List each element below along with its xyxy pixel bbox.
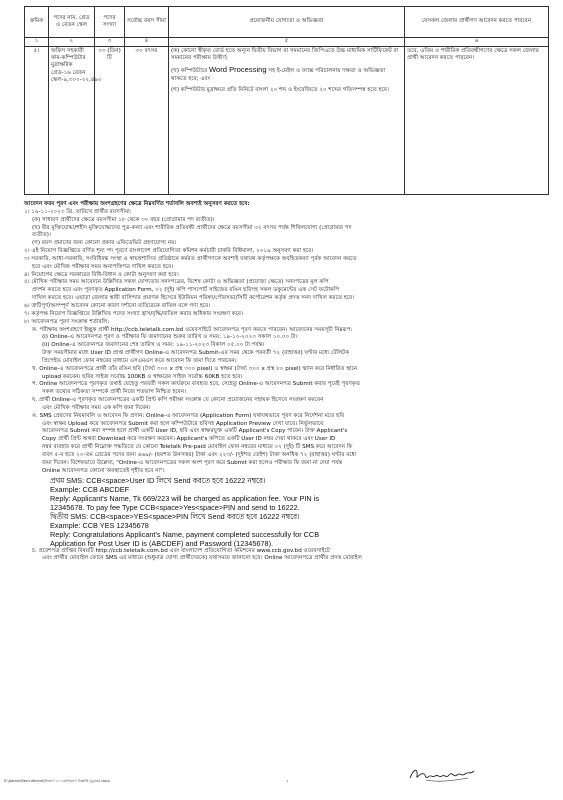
instruction-line: উক্ত সময়সীমার মধ্যে User ID প্রাপ্ত প্রার্থীগণ Online-এ আবেদনপত্র Submit-এর সময় থেকে পরবর্তী ৭২ (বাহাত্তর) ঘণ্টার মধ্যে টেলিটক xyxy=(42,350,349,357)
header-serial: ক্রমিক xyxy=(25,7,49,38)
cell-districts: তবে, এতিম ও শারীরিক প্রতিবন্ধীগণের ক্ষেত্রে সকল জেলার প্রার্থী আবেদন করতে পারবেন। xyxy=(405,47,549,195)
instruction-line: প্রথম SMS: CCB<space>User ID লিখে Send করতে হবে 16222 নম্বরে। xyxy=(50,475,266,485)
instruction-line: নম্বর ব্যবহার করে প্রার্থী নিম্নোক্ত পদ্ধতিতে যে কোনো Teletalk Pre-paid মোবাইল ফোন নম্বরের মাধ্যমে ০২ (দুই) টি SMS করে আবেদন ফি xyxy=(42,444,353,451)
instruction-line: (খ) বীর মুক্তিযোদ্ধা/শহীদ মুক্তিযোদ্ধাদের পুত্র-কন্যা এবং শারীরিক প্রতিবন্ধী প্রার্থীদের ক্ষেত্রে বয়সসীমা ৩২ বৎসর পর্যন্ত শিথিলযোগ্য (প্রোগ্রামার পদ xyxy=(32,224,352,231)
instruction-lines xyxy=(24,209,552,476)
qualification-c: (গ) কম্পিউটার মুদ্রাক্ষরে প্রতি মিনিটে বাংলা ২০ শব্দ ও ইংরেজিতে ২০ শব্দের গতিসম্পন্ন হতে হবে। xyxy=(171,86,389,93)
qualification-a: (ক) কোনো স্বীকৃত বোর্ড হতে অন্যূন দ্বিতীয় বিভাগ বা সমমানের জিপিএতে উচ্চ মাধ্যমিক সার্টিফিকেট বা সমমানের পরীক্ষায় উত্তীর্ণ; xyxy=(171,48,399,62)
instruction-line: প্রদর্শন করতে হবে এবং পূরণকৃত Application Form, ০২ (দুই) কপি পাসপোর্ট সাইজের রঙিন ছবিসহ সকল ডকুমেন্টের এক সেট ফটোকপি xyxy=(32,287,340,294)
cell-count: ০৩ (তিন) টি xyxy=(95,47,125,195)
file-path: E:\Admin\Recruitment\নিয়োগ ২০২৩\নিয়োগ বিজ্ঞপ্তি (চূড়ান্ত).docx xyxy=(4,779,110,783)
instruction-line: খ. Online-এ আবেদনপত্রে প্রার্থী তাঁর রঙিন ছবি (দৈর্ঘ্য ৩০০ x প্রস্থ ৩০০ pixel) ও স্বাক্ষর (দৈর্ঘ্য ৩০০ x প্রস্থ ৮০ pixel) স্ক্যান করে নির্ধারিত স্থানে xyxy=(32,365,358,372)
table-header-row xyxy=(25,7,549,38)
col-number: ৩ xyxy=(95,38,125,47)
header-qualification: প্রয়োজনীয় যোগ্যতা ও অভিজ্ঞতা xyxy=(169,7,405,38)
instruction-line: চ. প্রবেশপত্র প্রাপ্তির বিষয়টি http://ccb.teletalk.com.bd এবং বাংলাদেশ প্রতিযোগিতা কমিশনের www.ccb.gov.bd ওয়েবসাইটে xyxy=(32,547,330,554)
sms-instructions xyxy=(24,476,552,548)
col-number: ২ xyxy=(49,38,95,47)
instruction-line: ১। ১৯-১১-২০২৩ খ্রি. তারিখে প্রার্থীর বয়সসীমা: xyxy=(24,208,132,215)
instruction-line: ২। এই নিয়োগ বিজ্ঞপ্তিতে বর্ণিত শূন্য পদ পূরণে বাংলাদেশ প্রতিযোগিতা কমিশন কর্মচারী চাকরি বিধিমালা, ২০১৯ অনুসরণ করা হবে। xyxy=(24,248,314,255)
instruction-line: Copy প্রার্থী প্রিন্ট অথবা Download করে সংরক্ষণ করবেন। Applicant's কপিতে একটি User ID নম্বর দেয়া থাকবে এবং User ID xyxy=(42,436,336,443)
table-row xyxy=(25,47,549,195)
instruction-line: ঙ. SMS প্রেরণের নিয়মাবলি ও আবেদন ফি প্রদান: Online-এ আবেদনপত্র (Application Form) যথাযথভাবে পূরণ করে নির্দেশনা মতে ছবি xyxy=(32,412,345,419)
instruction-line: প্রিপেইড মোবাইল ফোন নম্বরের মাধ্যমে এসএমএস করে আবেদন ফি জমা দিতে পারবেন। xyxy=(42,357,237,364)
instruction-line: upload করবেন। ছবির সাইজ সর্বোচ্চ 100KB ও স্বাক্ষরের সাইজ সর্বোচ্চ 60KB হতে হবে। xyxy=(42,373,243,380)
header-districts: যেসকল জেলার প্রার্থীগণ আবেদন করতে পারবেন xyxy=(405,7,549,38)
instruction-line: দ্বিতীয় SMS: CCB<space>YES<space>PIN লিখে Send করতে হবে 16222 নম্বরে। xyxy=(50,511,300,521)
instruction-line: Application for Post User ID is (ABCDEF) and Password (12345678). xyxy=(50,538,274,548)
page-number: ২ xyxy=(286,778,289,783)
instruction-line: (ii) Online-এ আবেদনপত্র জমাদানের শেষ তারিখ ও সময়: ১৯-১১-২০২৩ বিকাল ০৫.০০ টা পর্যন্ত। xyxy=(42,342,265,349)
qualification-b-suffix: সহ ই-মেইল ও ফ্যাক্স পরিচালনায় দক্ষতা ও অভিজ্ঞতা থাকতে হবে; এবং xyxy=(171,68,386,82)
instruction-tail xyxy=(24,548,552,564)
header-age: সর্বোচ্চ বয়স সীমা xyxy=(125,7,169,38)
instruction-line: এবং স্বাক্ষর Upload করে আবেদনপত্র Submit করা হলে কম্পিউটারে ছবিসহ Application Preview দেখা যাবে। নির্ভুলভাবে xyxy=(42,420,324,427)
instruction-line: হবে এবং মৌখিক পরীক্ষার সময় অনাপত্তিপত্র দাখিল করতে হবে। xyxy=(32,263,174,270)
qualification-b xyxy=(171,66,402,82)
header-post: পদের নাম, গ্রেড ও বেতন স্কেল xyxy=(49,7,95,38)
instruction-line: (ক) সাধারণ প্রার্থীদের ক্ষেত্রে বয়সসীমা ১৮ থেকে ৩০ বছর (প্রোগ্রামার পদ ব্যতীত)। xyxy=(32,216,215,223)
instruction-line: ৫। মৌখিক পরীক্ষার সময় আবেদনে উল্লিখিত সকল যোগ্যতার সনদপত্রের, বিশেষ কোটা ও অভিজ্ঞতা (প্রযোজ্য ক্ষেত্রে) সনদপত্রের মূল কপি xyxy=(24,279,329,286)
signature-image xyxy=(408,762,478,784)
qualification-b-prefix: (খ) কম্পিউটারে xyxy=(171,68,208,75)
instruction-line: (i) Online-এ আবেদনপত্র পূরণ ও পরীক্ষার ফি জমাদানের শুরুর তারিখ ও সময়: ১৯-১০-২০২৩ সকাল ১০.০০ টা। xyxy=(42,334,298,341)
instruction-line: এবং মৌখিক পরীক্ষার সময় এক কপি জমা দিবেন। xyxy=(42,404,151,411)
col-number: ৫ xyxy=(169,38,405,47)
col-number: ১ xyxy=(25,38,49,47)
instruction-line: সকল তথ্যের সঠিকতা সম্পর্কে প্রার্থী নিজে শতভাগ নিশ্চিত হবেন। xyxy=(42,389,187,396)
instruction-line: Reply: Congratulations Applicant's Name, payment completed successfully for CCB xyxy=(50,529,320,539)
table-number-row xyxy=(25,38,549,47)
instruction-line: ঘ. প্রার্থী Online-এ পূরণকৃত আবেদনপত্রের একটি প্রিন্ট কপি পরীক্ষা সংক্রান্ত যে কোনো প্রয়োজনের সহায়ক হিসেবে সংরক্ষণ করবেন xyxy=(32,397,324,404)
cell-post: অফিস সহকারী কাম-কম্পিউটার মুদ্রাক্ষরিক গ্রেড-১৬ বেতন স্কেল-৯,৩০০-২২,৪৯০ xyxy=(49,47,95,195)
instruction-line: ৭। কর্তৃপক্ষ নিয়োগ বিজ্ঞপ্তিতে উল্লিখিত পদের সংখ্যা হ্রাস/বৃদ্ধি/বাতিল করার অধিকার সংরক্ষণ করে। xyxy=(24,310,244,317)
instruction-line: ক. পরীক্ষায় অংশগ্রহণে ইচ্ছুক প্রার্থী http://ccb.teletalk.com.bd ওয়েবসাইটে আবেদনপত্র পূরণ করতে পারবেন। আবেদনের সময়সূচী নিম্নরূপ: xyxy=(32,326,353,333)
cell-serial: ৫। xyxy=(25,47,49,195)
instruction-line: (গ) বয়স প্রমাণের জন্য কোনো প্রকার এফিডেভিট গ্রহণযোগ্য নয়। xyxy=(32,240,177,247)
cell-age: ৩০ বৎসর xyxy=(125,47,169,195)
instruction-line: Example: CCB ABCDEF xyxy=(50,484,130,494)
col-number: ৬ xyxy=(405,38,549,47)
instruction-line: এবং প্রার্থীর মোবাইল ফোনে SMS এর মাধ্যমে (শুধুমাত্র যোগ্য প্রার্থীদেরকে) যথাসময়ে জানানো হবে। Online আবেদনপত্রে প্রার্থীর প্রদত্ত মোবাইল xyxy=(42,555,362,562)
instruction-line: বাবদ ৫-ম হতে ২০-তম গ্রেডের পদের জন্য ৬৬৯/- (ছয়শত ঊনসত্তর) টাকা এবং ২২৩/- (দুইশত তেইশ) টাকা অনধিক ৭২ (বাহাত্তর) ঘণ্টার মধ্যে xyxy=(42,452,357,458)
instruction-line: Reply: Applicant's Name, Tk 669/223 will be charged as application fee. Your PIN is xyxy=(50,493,319,503)
header-count: পদের সংখ্যা xyxy=(95,7,125,38)
instruction-line: ৬। ত্রুটিপূর্ণ/অসম্পূর্ণ আবেদন কোনো কারণ দর্শানো ব্যতিরেকে বাতিল বলে গণ্য হবে। xyxy=(24,302,211,309)
instruction-line: গ. Online আবেদনপত্রে পূরণকৃত তথ্যই যেহেতু পরবর্তী সকল কার্যক্রমে ব্যবহৃত হবে, সেহেতু Online-এ আবেদনপত্র Submit করার পূর্বেই পূরণকৃত xyxy=(32,381,360,388)
instructions-body xyxy=(24,201,552,563)
instruction-line: জমা দিবেন। বিশেষভাবে উল্লেখ্য, "Online-এ আবেদনপত্রের সকল অংশ পূরণ করে Submit করা হলেও পরীক্ষার ফি জমা না দেয়া পর্যন্ত xyxy=(42,459,343,466)
instruction-line: ব্যতীত)। xyxy=(32,232,51,239)
instruction-line: দাখিল করতে হবে। এছাড়া জেলার স্থায়ী বাসিন্দার প্রমাণক হিসেবে ইউনিয়ন পরিষদ/পৌরসভা/সিটি কর্পোরেশন কর্তৃক প্রদত্ত সনদ দাখিল করতে হবে। xyxy=(32,295,355,302)
qualification-b-software: Word Processing xyxy=(208,65,267,75)
instruction-line: Example: CCB YES 12345678 xyxy=(50,520,149,530)
posts-table xyxy=(24,6,549,195)
col-number: ৪ xyxy=(125,38,169,47)
instructions-heading: আবেদন ফরম পূরণ এবং পরীক্ষায় অংশগ্রহণের ক্ষেত্রে নিম্নবর্ণিত শর্তাবলি অবশ্যই অনুসরণ করতে হবে: xyxy=(24,201,250,207)
instruction-line: আবেদনপত্র Submit করা সম্পন্ন হলে প্রার্থী একটি User ID, ছবি এবং স্বাক্ষরযুক্ত একটি Applicant's Copy পাবেন। উক্ত Applicant's xyxy=(42,428,348,435)
cell-qualification xyxy=(169,47,405,195)
instruction-line: ৪। নিয়োগের ক্ষেত্রে সরকারের বিধি-বিধান ও কোটা অনুসরণ করা হবে। xyxy=(24,271,179,278)
instruction-line: Online আবেদনপত্র কোনো অবস্থাতেই গৃহীত হবে না"। xyxy=(42,467,165,474)
instruction-line: ৩। সরকারি, আধা-সরকারি, সংবিধিবদ্ধ সংস্থা ও স্বায়ত্তশাসিত প্রতিষ্ঠানে কর্মরত প্রার্থীগণকে অবশ্যই যথাযথ কর্তৃপক্ষকে অবহিতকরণ পূর্বক আবেদন করতে xyxy=(24,255,357,262)
instruction-line: ৮। আবেদনপত্র পূরণ সংক্রান্ত শর্তাবলি: xyxy=(24,318,110,325)
instruction-line: 12345678. To pay fee Type CCB<space>Yes<space>PIN and send to 16222. xyxy=(50,502,300,512)
